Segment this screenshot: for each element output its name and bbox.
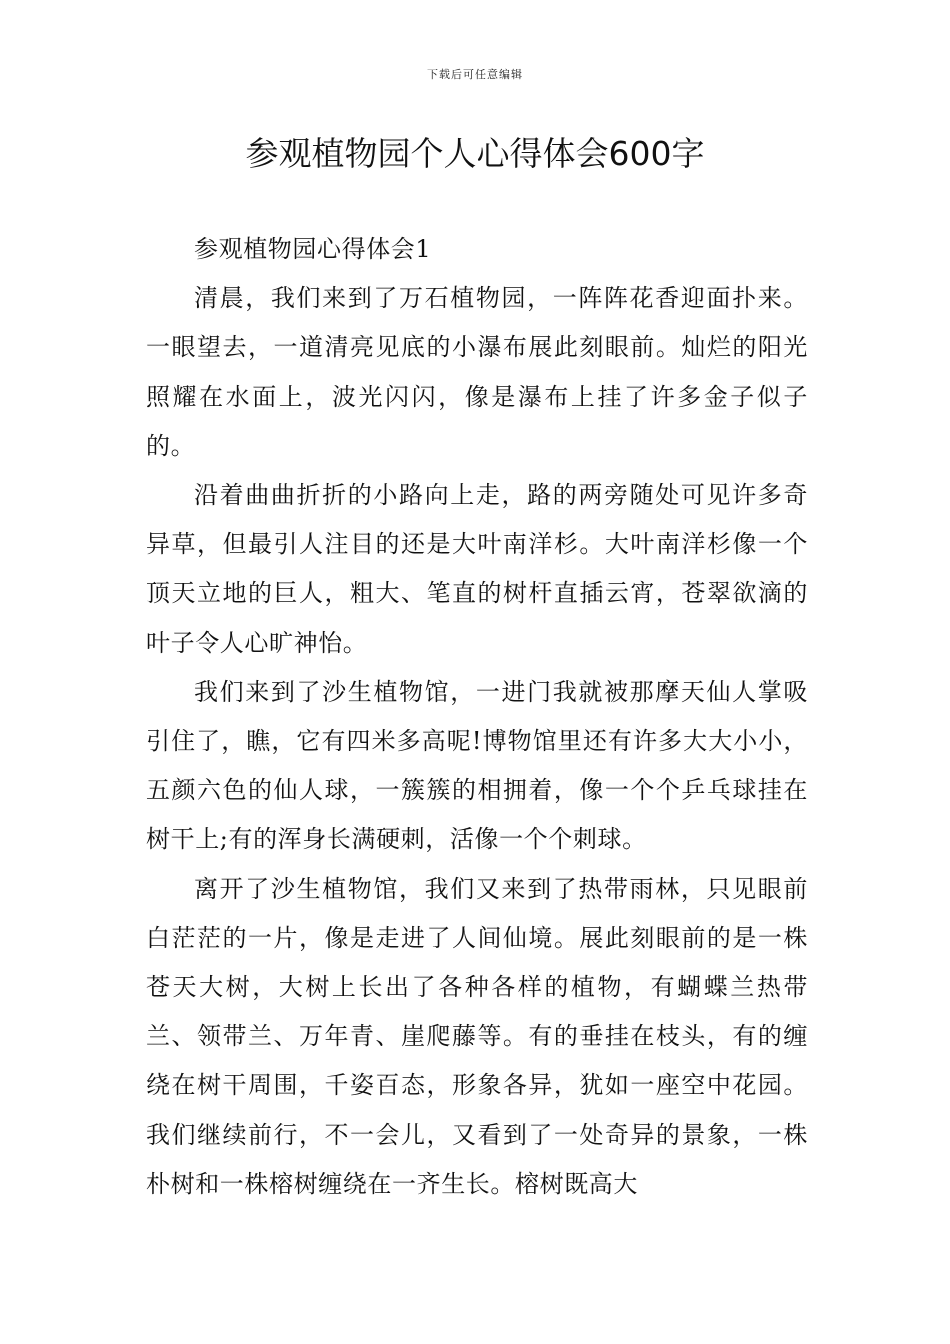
paragraph: 离开了沙生植物馆，我们又来到了热带雨林，只见眼前白茫茫的一片，像是走进了人间仙境。展此刻眼前的是一株苍天大树，大树上长出了各种各样的植物，有蝴蝶兰热带兰、领带兰、万年青、崖爬藤等。有的垂挂在枝头，有的缠绕在树干周围，千姿百态，形象各异，犹如一座空中花园。我们继续前行，不一会儿，又看到了一处奇异的景象，一株朴树和一株榕树缠绕在一齐生长。榕树既高大 (146, 874, 808, 1198)
paragraph: 沿着曲曲折折的小路向上走，路的两旁随处可见许多奇异草，但最引人注目的还是大叶南洋杉。大叶南洋杉像一个顶天立地的巨人，粗大、笔直的树杆直插云宵，苍翠欲滴的叶子令人心旷神怡。 (146, 481, 808, 657)
header-note: 下载后可任意编辑 (427, 68, 523, 81)
paragraph: 我们来到了沙生植物馆，一进门我就被那摩天仙人掌吸引住了，瞧，它有四米多高呢!博物馆里还有许多大大小小，五颜六色的仙人球，一簇簇的相拥着，像一个个乒乓球挂在树干上;有的浑身长满硬刺，活像一个个刺球。 (146, 677, 808, 854)
document-title: 参观植物园个人心得体会600字 (245, 134, 705, 173)
paragraph: 清晨，我们来到了万石植物园，一阵阵花香迎面扑来。一眼望去，一道清亮见底的小瀑布展此刻眼前。灿烂的阳光照耀在水面上，波光闪闪，像是瀑布上挂了许多金子似子的。 (146, 284, 808, 460)
section-heading: 参观植物园心得体会1 (194, 235, 432, 263)
document-body (146, 225, 808, 1209)
